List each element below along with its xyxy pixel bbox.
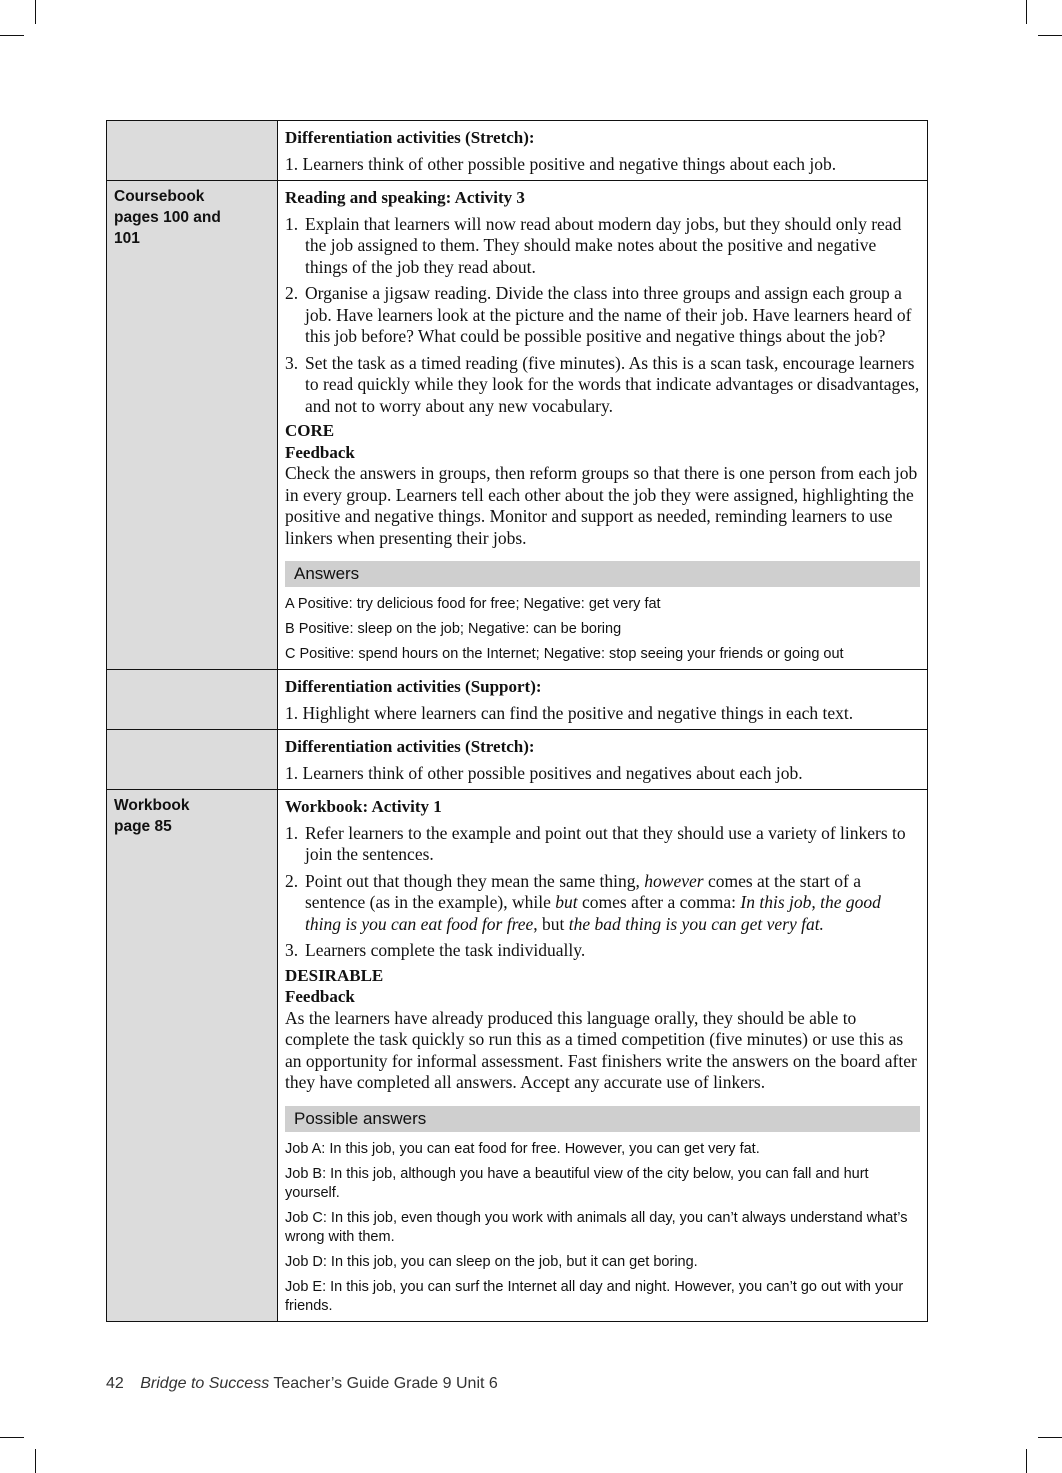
text-run-italic: In this job, the good thing is you can eat food for free — [305, 892, 881, 934]
list-item — [285, 214, 920, 279]
stretch-cell — [278, 730, 928, 790]
level-label: CORE — [285, 421, 335, 440]
row-workbook — [107, 790, 928, 1322]
item-text: Set the task as a timed reading (five minutes). As this is a scan task, encourage learners to read quickly while they look for the words that indicate advantages or disadvantages, and not to worry about any new vocabulary. — [305, 352, 920, 416]
side-label-line: pages 100 and — [114, 209, 221, 226]
level-label: DESIRABLE — [285, 965, 384, 985]
answer-line: Job B: In this job, although you have a beautiful view of the city below, you can fall and hurt yourself. — [285, 1165, 869, 1201]
answer-line: Job A: In this job, you can eat food for free. However, you can get very fat. — [285, 1140, 760, 1157]
feedback-label: Feedback — [285, 987, 355, 1006]
list-item — [285, 283, 920, 348]
side-cell-empty — [107, 121, 278, 181]
list-item — [285, 353, 920, 418]
answer-line: B Positive: sleep on the job; Negative: can be boring — [285, 621, 622, 637]
section-heading: Workbook: Activity 1 — [285, 797, 442, 816]
side-label-line: page 85 — [114, 818, 172, 835]
item-text: Organise a jigsaw reading. Divide the class into three groups and assign each group a job. Have learners look at the picture and the name of their job. Have learners heard of this job before? What could be possible positive and negative things about the job? — [305, 283, 912, 346]
support-cell — [278, 670, 928, 730]
list-item: 1. Highlight where learners can find the positive and negative things in each text. — [285, 702, 854, 723]
side-cell-empty — [107, 670, 278, 730]
steps-list — [285, 214, 920, 418]
steps-list — [285, 823, 920, 962]
text-run: comes after a comma: — [577, 892, 741, 912]
text-run: Point out that though they mean the same thing, — [305, 870, 645, 891]
lesson-table — [106, 120, 928, 1322]
answer-line: A Positive: try delicious food for free; Negative: get very fat — [285, 596, 661, 612]
footer-subtitle: Teacher’s Guide Grade 9 Unit 6 — [273, 1375, 498, 1392]
item-number: 3. — [285, 352, 299, 373]
side-cell-empty — [107, 730, 278, 790]
item-number: 2. — [285, 283, 299, 303]
answers-header: Answers — [285, 561, 920, 587]
answer-line: Job D: In this job, you can sleep on the job, but it can get boring. — [285, 1253, 698, 1270]
crop-mark — [1038, 35, 1062, 36]
answer-line: C Positive: spend hours on the Internet; Negative: stop seeing your friends or going out — [285, 646, 844, 662]
list-item — [285, 871, 920, 936]
side-cell-coursebook — [107, 181, 278, 670]
book-title: Bridge to Success — [140, 1375, 270, 1392]
section-heading: Differentiation activities (Stretch): — [285, 737, 535, 756]
text-run-italic: but — [555, 892, 578, 912]
crop-mark — [1038, 1437, 1062, 1438]
crop-mark — [1026, 1449, 1027, 1473]
list-item: 1. Learners think of other possible positive and negative things about each job. — [285, 153, 837, 174]
side-label-line: Workbook — [114, 797, 190, 814]
feedback-label: Feedback — [285, 442, 355, 462]
item-number: 1. — [285, 213, 299, 234]
crop-mark — [0, 1437, 24, 1438]
crop-mark — [0, 35, 24, 36]
row-stretch-1 — [107, 121, 928, 181]
answer-line: Job C: In this job, even though you work with animals all day, you can’t always understand what’s wrong with them. — [285, 1209, 908, 1245]
side-cell-workbook — [107, 790, 278, 1322]
row-stretch-2 — [107, 730, 928, 790]
row-support — [107, 670, 928, 730]
item-text: Learners complete the task individually. — [305, 940, 586, 960]
answer-line: Job E: In this job, you can surf the Internet all day and night. However, you can’t go out with your friends. — [285, 1278, 904, 1314]
feedback-text: As the learners have already produced this language orally, they should be able to complete the task quickly so run this as a timed competition (five minutes) or use this as an opportunity for informal assessment. Fast finishers write the answers on the board after they have completed all answers. Accept any accurate use of linkers. — [285, 1007, 917, 1092]
list-item — [285, 823, 920, 866]
text-run-italic: the bad thing is you can get very fat. — [568, 913, 824, 934]
workbook-cell — [278, 790, 928, 1322]
crop-mark — [35, 0, 36, 24]
crop-mark — [35, 1449, 36, 1473]
list-item — [285, 940, 920, 962]
answers-header: Possible answers — [285, 1106, 920, 1132]
row-reading-speaking — [107, 181, 928, 670]
item-number: 2. — [285, 870, 299, 891]
text-run: comes at the start of a sentence (as in the example), while — [305, 870, 862, 912]
section-heading: Reading and speaking: Activity 3 — [285, 188, 525, 207]
page-footer — [106, 1375, 498, 1393]
side-label-line: 101 — [114, 230, 140, 247]
text-run-italic: however — [644, 870, 704, 891]
side-label-line: Coursebook — [114, 188, 205, 205]
crop-mark — [1026, 0, 1027, 24]
item-text: Explain that learners will now read about modern day jobs, but they should only read the job assigned to them. They should make notes about the positive and negative things of the job they read about. — [305, 213, 902, 277]
stretch-cell — [278, 121, 928, 181]
item-number: 1. — [285, 822, 299, 843]
reading-speaking-cell — [278, 181, 928, 670]
list-item: 1. Learners think of other possible positives and negatives about each job. — [285, 762, 803, 783]
text-run: , but — [533, 913, 569, 934]
page-number: 42 — [106, 1375, 124, 1392]
section-heading: Differentiation activities (Support): — [285, 677, 542, 696]
feedback-text: Check the answers in groups, then reform groups so that there is one person from each job in every group. Learners tell each other about the job they were assigned, highlighting the positive and negative things. Monitor and support as needed, reminding learners to use linkers when presenting their jobs. — [285, 463, 918, 548]
item-text — [305, 871, 881, 934]
section-heading: Differentiation activities (Stretch): — [285, 128, 535, 147]
item-number: 3. — [285, 940, 299, 960]
item-text: Refer learners to the example and point out that they should use a variety of linkers to join the sentences. — [305, 822, 906, 864]
